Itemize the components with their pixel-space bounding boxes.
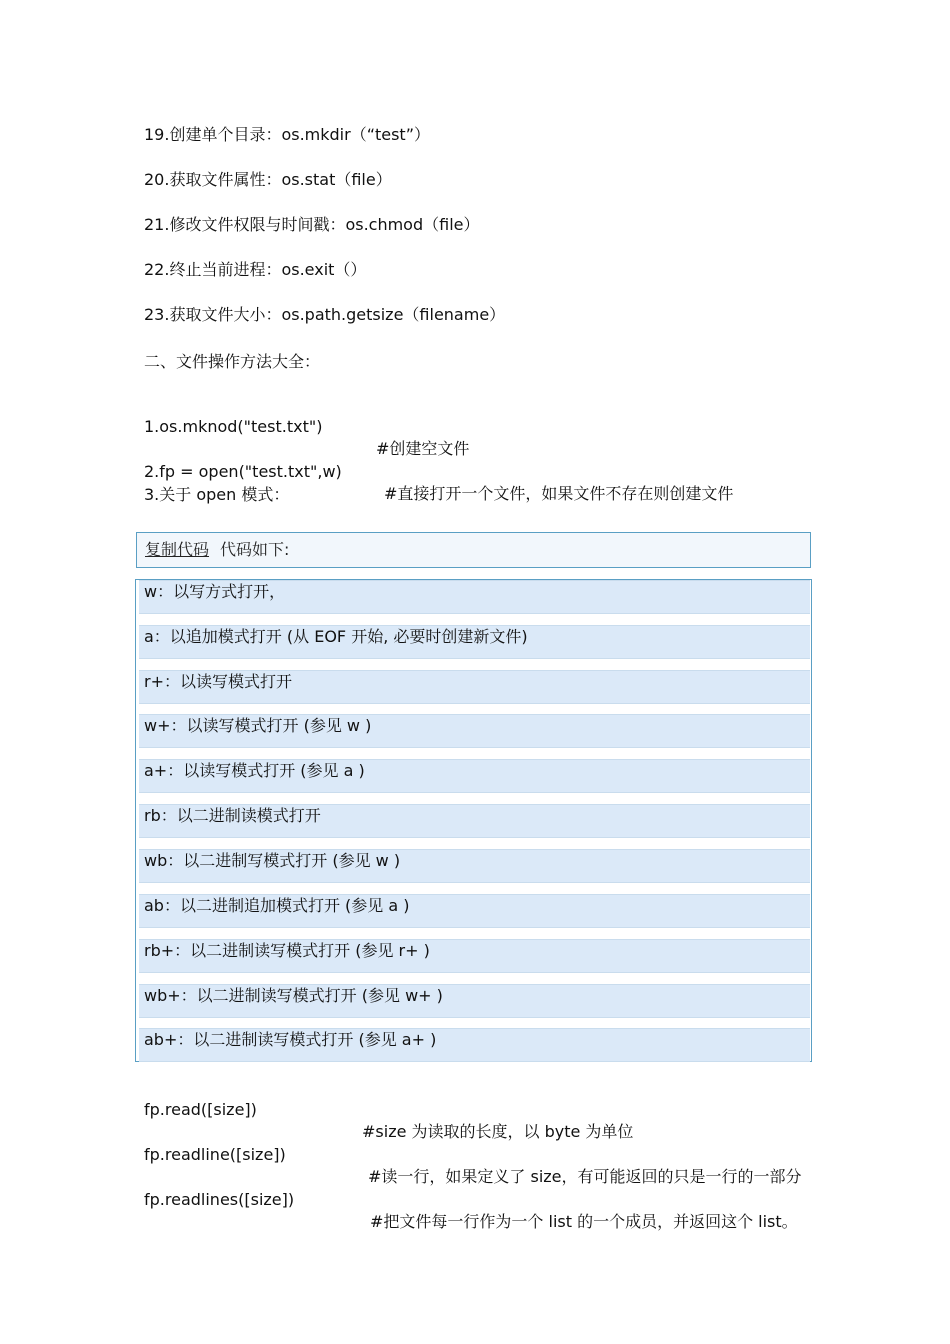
code-text: w：以写方式打开，	[144, 582, 286, 601]
read-method-code: fp.readline([size])	[144, 1145, 286, 1164]
copy-code-label: 代码如下:	[220, 540, 290, 559]
code-line	[139, 939, 810, 973]
read-method-comment: #把文件每一行作为一个 list 的一个成员，并返回这个 list。	[370, 1212, 798, 1231]
copy-code-link[interactable]: 复制代码	[145, 540, 210, 559]
code-text: rb：以二进制读模式打开	[144, 806, 321, 825]
os-item: 23.获取文件大小：os.path.getsize（filename）	[144, 305, 506, 324]
code-text: a+：以读写模式打开 (参见 a )	[144, 761, 365, 780]
code-line	[139, 580, 810, 614]
code-line	[139, 894, 810, 928]
file-op-code: 2.fp = open("test.txt",w)	[144, 462, 342, 481]
code-text: a：以追加模式打开 (从 EOF 开始, 必要时创建新文件)	[144, 627, 528, 646]
os-item: 19.创建单个目录：os.mkdir（“test”）	[144, 125, 430, 144]
code-line	[139, 804, 810, 838]
code-text: rb+：以二进制读写模式打开 (参见 r+ )	[144, 941, 430, 960]
os-item: 20.获取文件属性：os.stat（file）	[144, 170, 392, 189]
read-method-code: fp.read([size])	[144, 1100, 257, 1119]
code-line	[139, 625, 810, 659]
code-line	[139, 714, 810, 748]
read-method-code: fp.readlines([size])	[144, 1190, 295, 1209]
code-text: ab：以二进制追加模式打开 (参见 a )	[144, 896, 410, 915]
os-item: 22.终止当前进程：os.exit（）	[144, 260, 367, 279]
code-text: ab+：以二进制读写模式打开 (参见 a+ )	[144, 1030, 437, 1049]
os-item: 21.修改文件权限与时间戳：os.chmod（file）	[144, 215, 480, 234]
code-text: wb：以二进制写模式打开 (参见 w )	[144, 851, 401, 870]
open-mode-title: 3.关于 open 模式：	[144, 485, 290, 504]
read-method-comment: #size 为读取的长度，以 byte 为单位	[362, 1122, 634, 1141]
section-title: 二、文件操作方法大全：	[144, 352, 321, 371]
code-line	[139, 1028, 810, 1062]
file-op-code: 1.os.mknod("test.txt")	[144, 417, 323, 436]
code-line	[139, 670, 810, 704]
code-line	[139, 984, 810, 1018]
copy-code-header	[136, 532, 811, 568]
file-op-comment: #直接打开一个文件，如果文件不存在则创建文件	[384, 484, 734, 503]
code-line	[139, 759, 810, 793]
code-line	[139, 849, 810, 883]
code-text: wb+：以二进制读写模式打开 (参见 w+ )	[144, 986, 443, 1005]
read-method-comment: #读一行，如果定义了 size，有可能返回的只是一行的一部分	[368, 1167, 802, 1186]
code-text: w+：以读写模式打开 (参见 w )	[144, 716, 372, 735]
code-block	[135, 579, 812, 1062]
file-op-comment: #创建空文件	[376, 439, 470, 458]
code-text: r+：以读写模式打开	[144, 672, 292, 691]
